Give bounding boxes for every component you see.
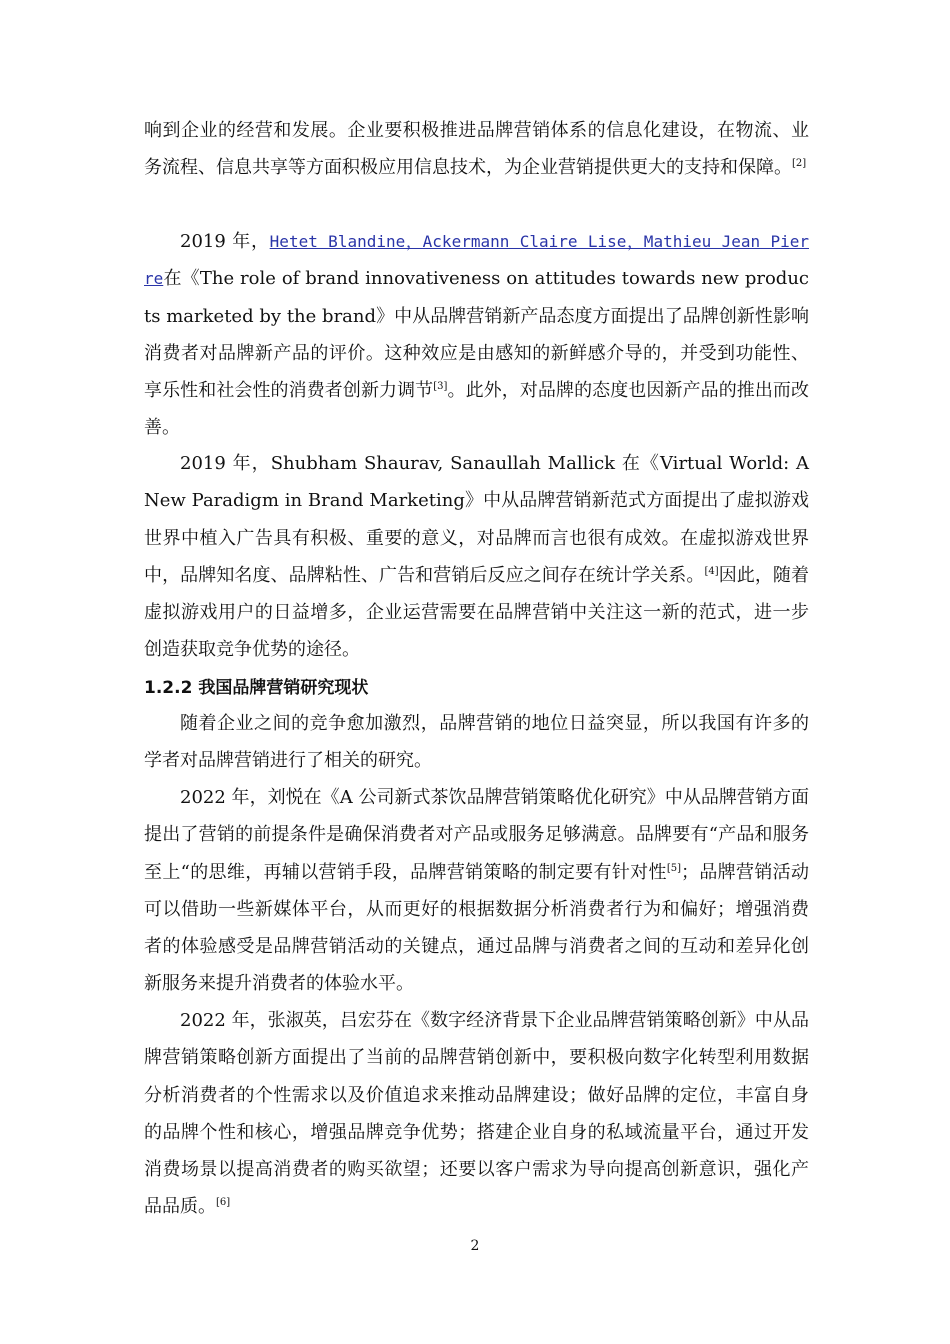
paragraph-text: 响到企业的经营和发展。企业要积极推进品牌营销体系的信息化建设，在物流、业务流程、信息共享等方面积极应用信息技术，为企业营销提供更大的支持和保障。 (144, 120, 809, 179)
paragraph-text-continued: 。此外，对品牌的态度也因新产品的推出而改善。 (144, 380, 810, 439)
paragraph-text: 2022 年，刘悦在《A 公司新式茶饮品牌营销策略优化研究》中从品牌营销方面提出了营销的前提条件是确保消费者对产品或服务足够满意。品牌要有“产品和服务至上“的思维，再辅以营销手段，品牌营销策略的制定要有针对性 (144, 787, 809, 883)
paragraph-hetet-2019 (144, 223, 809, 447)
paragraph-text: 2019 年，Shubham Shaurav, Sanaullah Mallick 在《Virtual World: A New Paradigm in Brand Marketing》中从品牌营销新范式方面提出了虚拟游戏世界中植入广告具有积极、重要的意义，对品牌而言也很有成效。在虚拟游戏世界中，品牌知名度、品牌粘性、广告和营销后反应之间存在统计学关系。 (144, 453, 809, 586)
paragraph-text: 随着企业之间的竞争愈加激烈，品牌营销的地位日益突显，所以我国有许多的学者对品牌营销进行了相关的研究。 (144, 713, 809, 772)
paragraph-text: 在《The role of brand innovativeness on attitudes towards new products marketed by the brand》中从品牌营销新产品态度方面提出了品牌创新性影响消费者对品牌新产品的评价。这种效应是由感知的新鲜感介导的，并受到功能性、享乐性和社会性的消费者创新力调节 (144, 268, 809, 402)
paragraph-domestic-intro (144, 705, 809, 780)
citation-5[interactable]: [5] (666, 862, 682, 874)
citation-4[interactable]: [4] (704, 565, 719, 577)
page-number: 2 (470, 1238, 480, 1254)
paragraph-zhang-lv-2022 (144, 1002, 809, 1226)
paragraph-continuation (144, 112, 809, 187)
citation-2[interactable]: [2] (792, 158, 807, 170)
citation-6[interactable]: [6] (216, 1197, 231, 1209)
paragraph-year: 2019 年， (180, 231, 270, 252)
section-heading: 1.2.2 我国品牌营销研究现状 (144, 678, 369, 698)
paragraph-text-continued: ；品牌营销活动可以借助一些新媒体平台，从而更好的根据数据分析消费者行为和偏好；增强消费者的体验感受是品牌营销活动的关键点，通过品牌与消费者之间的互动和差异化创新服务来提升消费者的体验水平。 (144, 861, 810, 995)
paragraph-text: 2022 年，张淑英，吕宏芬在《数字经济背景下企业品牌营销策略创新》中从品牌营销策略创新方面提出了当前的品牌营销创新中，要积极向数字化转型利用数据分析消费者的个性需求以及价值追求来推动品牌建设；做好品牌的定位，丰富自身的品牌个性和核心，增强品牌竞争优势；搭建企业自身的私域流量平台，通过开发消费场景以提高消费者的购买欲望；还要以客户需求为导向提高创新意识，强化产品品质。 (144, 1010, 809, 1218)
citation-3[interactable]: [3] (433, 381, 448, 393)
paragraph-text-continued: 因此，随着虚拟游戏用户的日益增多，企业运营需要在品牌营销中关注这一新的范式，进一步创造获取竞争优势的途径。 (144, 564, 810, 661)
paragraph-shaurav-2019 (144, 445, 809, 669)
authors-link[interactable]: Hetet Blandine，Ackermann Claire Lise，Mathieu Jean Pierre (144, 232, 809, 289)
paragraph-liuyue-2022 (144, 779, 809, 1003)
